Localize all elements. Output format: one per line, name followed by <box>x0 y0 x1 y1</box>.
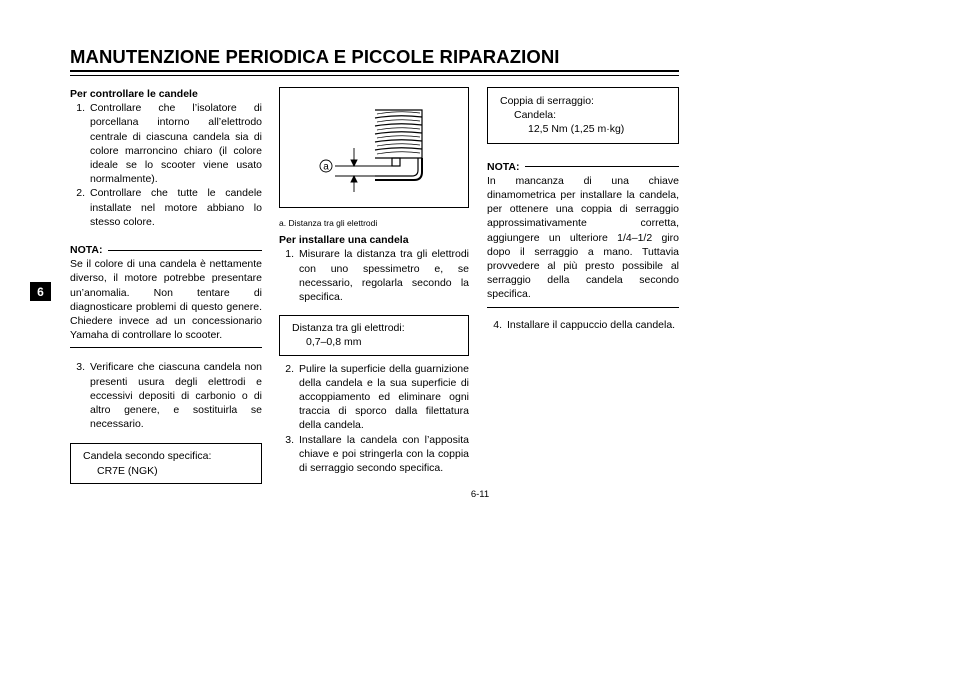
section-heading-install: Per installare una candela <box>279 234 409 247</box>
spec-label: Coppia di serraggio: <box>500 95 594 107</box>
check-steps <box>70 101 262 229</box>
column-3 <box>487 87 679 332</box>
step-text: Pulire la superficie della guarnizione della candela e la sua superficie di accoppiamento ed eliminare ogni traccia di sporco dalla filettatura della candela. <box>299 362 469 432</box>
section-tab: 6 <box>30 282 51 301</box>
note-header <box>487 160 679 174</box>
note-rule <box>108 250 262 251</box>
step-number: 1. <box>285 248 294 261</box>
spec-label: Candela secondo specifica: <box>83 450 212 463</box>
column-1 <box>70 87 262 484</box>
figure-callout-label: a <box>323 161 329 173</box>
step-item <box>70 186 262 229</box>
install-steps <box>279 247 469 304</box>
spec-value: 12,5 Nm (1,25 m·kg) <box>528 123 625 136</box>
install-steps-continued <box>279 362 469 476</box>
step-item <box>487 318 679 332</box>
note-label: NOTA: <box>70 244 103 257</box>
header-rule-thick <box>70 70 679 72</box>
column-2 <box>279 87 469 475</box>
step-item <box>279 247 469 304</box>
step-number: 2. <box>76 187 85 200</box>
spec-box-electrode-gap <box>279 315 469 355</box>
header-rule-thin <box>70 75 679 76</box>
step-text: Installare la candela con l’apposita chiave e poi stringerla con la coppia di serraggio secondo specifica. <box>299 433 469 475</box>
page-title: MANUTENZIONE PERIODICA E PICCOLE RIPARAZIONI <box>70 46 560 67</box>
spec-box-torque <box>487 87 679 144</box>
spec-box-spark-plug <box>70 443 262 483</box>
step-text: Installare il cappuccio della candela. <box>507 318 676 331</box>
spec-value: 0,7–0,8 mm <box>306 336 362 349</box>
page-number: 6-11 <box>470 489 490 500</box>
step-item <box>279 362 469 433</box>
spec-sublabel: Candela: <box>514 109 557 122</box>
note-text: Se il colore di una candela è nettamente diverso, il motore potrebbe presentare un’anomalia. Non tentare di diagnosticare problemi di questo genere. Chiedere invece ad un concessionario Yamaha di controllare lo scooter. <box>70 258 262 342</box>
figure-caption: a. Distanza tra gli elettrodi <box>279 218 378 228</box>
section-heading-check: Per controllare le candele <box>70 88 198 100</box>
install-steps-final <box>487 318 679 332</box>
step-number: 3. <box>76 361 85 374</box>
step-item <box>70 101 262 186</box>
step-text: Misurare la distanza tra gli elettrodi con uno spessimetro e, se necessario, regolarla secondo la specifica. <box>299 248 469 304</box>
step-item <box>70 360 262 431</box>
step-text: Controllare che tutte le candele installate nel motore abbiano lo stesso colore. <box>90 187 262 228</box>
spark-plug-gap-figure <box>279 87 469 208</box>
step-text: Controllare che l’isolatore di porcellana intorno all’elettrodo centrale di ciascuna candela sia di colore marroncino chiaro (il colore ideale se lo scooter viene usato normalmente). <box>90 102 262 186</box>
step-number: 1. <box>76 102 85 115</box>
step-number: 2. <box>285 362 294 375</box>
step-text: Verificare che ciascuna candela non presenti usura degli elettrodi e eccessivi depositi di carbonio o di altro genere, e sostituirla se necessario. <box>90 361 262 431</box>
note-text: In mancanza di una chiave dinamometrica per installare la candela, per ottenere una coppia di serraggio approssimativamente corretta, aggiungere un ulteriore 1/4–1/2 giro dopo il serraggio a mano. Tuttavia provvedere al più presto possibile al serraggio della candela secondo specifica. <box>487 174 679 301</box>
step-number: 4. <box>493 318 502 331</box>
note-rule <box>525 166 679 167</box>
spec-value: CR7E (NGK) <box>97 464 158 477</box>
note-header <box>70 243 262 257</box>
step-number: 3. <box>285 433 294 446</box>
spec-label: Distanza tra gli elettrodi: <box>292 322 405 335</box>
spark-plug-illustration <box>280 88 468 207</box>
step-item <box>279 433 469 476</box>
check-steps-continued <box>70 360 262 431</box>
note-label: NOTA: <box>487 160 520 173</box>
